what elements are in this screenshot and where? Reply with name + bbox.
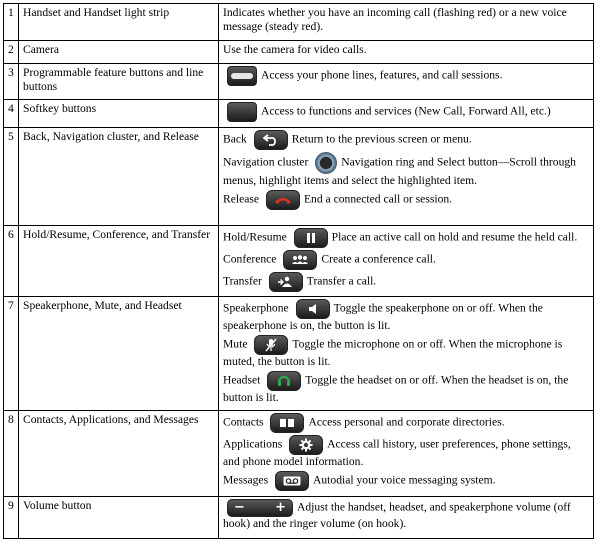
feature-description xyxy=(219,64,594,100)
feature-name: Handset and Handset light strip xyxy=(19,4,219,41)
headset-icon xyxy=(267,371,301,391)
row-number: 2 xyxy=(4,41,19,64)
speakerphone-description: Toggle the speakerphone on or off. When the speakerphone is on, the button is lit. xyxy=(223,301,543,332)
feature-description xyxy=(219,297,594,411)
table-row xyxy=(4,226,594,297)
feature-description xyxy=(219,411,594,497)
conference-label: Conference xyxy=(223,252,277,266)
contacts-description: Access personal and corporate directories. xyxy=(308,415,505,429)
hold-label: Hold/Resume xyxy=(223,230,287,244)
headset-label: Headset xyxy=(223,373,261,387)
volume-minus-icon: − xyxy=(234,500,245,516)
transfer-label: Transfer xyxy=(223,274,262,288)
feature-name: Programmable feature buttons and line buttons xyxy=(19,64,219,100)
transfer-icon xyxy=(269,272,303,292)
feature-name: Contacts, Applications, and Messages xyxy=(19,411,219,497)
row-number: 3 xyxy=(4,64,19,100)
back-icon xyxy=(254,130,288,150)
volume-description: Adjust the handset, headset, and speakerphone volume (off hook) and the ringer volume (on hook). xyxy=(223,500,571,530)
softkey-description: Access to functions and services (New Call, Forward All, etc.) xyxy=(261,104,551,118)
hold-description: Place an active call on hold and resume the held call. xyxy=(331,230,578,244)
applications-icon xyxy=(289,435,323,455)
feature-name: Softkey buttons xyxy=(19,100,219,128)
navigation-label: Navigation cluster xyxy=(223,155,309,169)
mute-icon xyxy=(254,335,288,355)
feature-description: Use the camera for video calls. xyxy=(219,41,594,64)
applications-label: Applications xyxy=(223,437,283,451)
feature-description: Indicates whether you have an incoming call (flashing red) or a new voice message (steady red). xyxy=(219,4,594,41)
navigation-description: Navigation ring and Select button—Scroll through menus, highlight items and select the highlighted item. xyxy=(223,155,576,187)
applications-description: Access call history, user preferences, phone settings, and phone model information. xyxy=(223,437,571,468)
messages-icon xyxy=(275,471,309,491)
messages-description: Autodial your voice messaging system. xyxy=(313,473,496,487)
line-button-description: Access your phone lines, features, and call sessions. xyxy=(261,68,503,82)
feature-name: Back, Navigation cluster, and Release xyxy=(19,128,219,226)
table-row xyxy=(4,4,594,41)
feature-description xyxy=(219,497,594,539)
messages-label: Messages xyxy=(223,473,269,487)
release-description: End a connected call or session. xyxy=(303,192,453,206)
volume-plus-icon: + xyxy=(275,500,286,516)
table-row xyxy=(4,41,594,64)
back-description: Return to the previous screen or menu. xyxy=(291,132,472,146)
row-number: 1 xyxy=(4,4,19,41)
mute-description: Toggle the microphone on or off. When the microphone is muted, the button is lit. xyxy=(223,337,563,368)
row-number: 6 xyxy=(4,226,19,297)
mute-label: Mute xyxy=(223,337,248,351)
back-label: Back xyxy=(223,132,247,146)
feature-description xyxy=(219,100,594,128)
table-row xyxy=(4,411,594,497)
volume-button-icon xyxy=(227,499,293,517)
table-row xyxy=(4,64,594,100)
table-row xyxy=(4,297,594,411)
feature-name: Speakerphone, Mute, and Headset xyxy=(19,297,219,411)
feature-description xyxy=(219,128,594,226)
feature-description xyxy=(219,226,594,297)
row-number: 8 xyxy=(4,411,19,497)
feature-name: Volume button xyxy=(19,497,219,539)
table-row xyxy=(4,128,594,226)
navigation-ring-icon xyxy=(315,152,337,174)
row-number: 7 xyxy=(4,297,19,411)
feature-name: Hold/Resume, Conference, and Transfer xyxy=(19,226,219,297)
conference-description: Create a conference call. xyxy=(321,252,436,266)
feature-name: Camera xyxy=(19,41,219,64)
table-row xyxy=(4,497,594,539)
phone-features-table xyxy=(3,3,594,539)
release-label: Release xyxy=(223,192,260,206)
row-number: 9 xyxy=(4,497,19,539)
speakerphone-icon xyxy=(296,299,330,319)
speakerphone-label: Speakerphone xyxy=(223,301,289,315)
transfer-description: Transfer a call. xyxy=(306,274,377,288)
release-icon xyxy=(266,190,300,210)
conference-icon xyxy=(283,250,317,270)
line-button-icon xyxy=(227,66,257,86)
table-row xyxy=(4,100,594,128)
softkey-button-icon xyxy=(227,102,257,122)
hold-icon xyxy=(294,228,328,248)
contacts-icon xyxy=(270,413,304,433)
headset-description: Toggle the headset on or off. When the headset is on, the button is lit. xyxy=(223,373,569,404)
row-number: 4 xyxy=(4,100,19,128)
row-number: 5 xyxy=(4,128,19,226)
contacts-label: Contacts xyxy=(223,415,264,429)
